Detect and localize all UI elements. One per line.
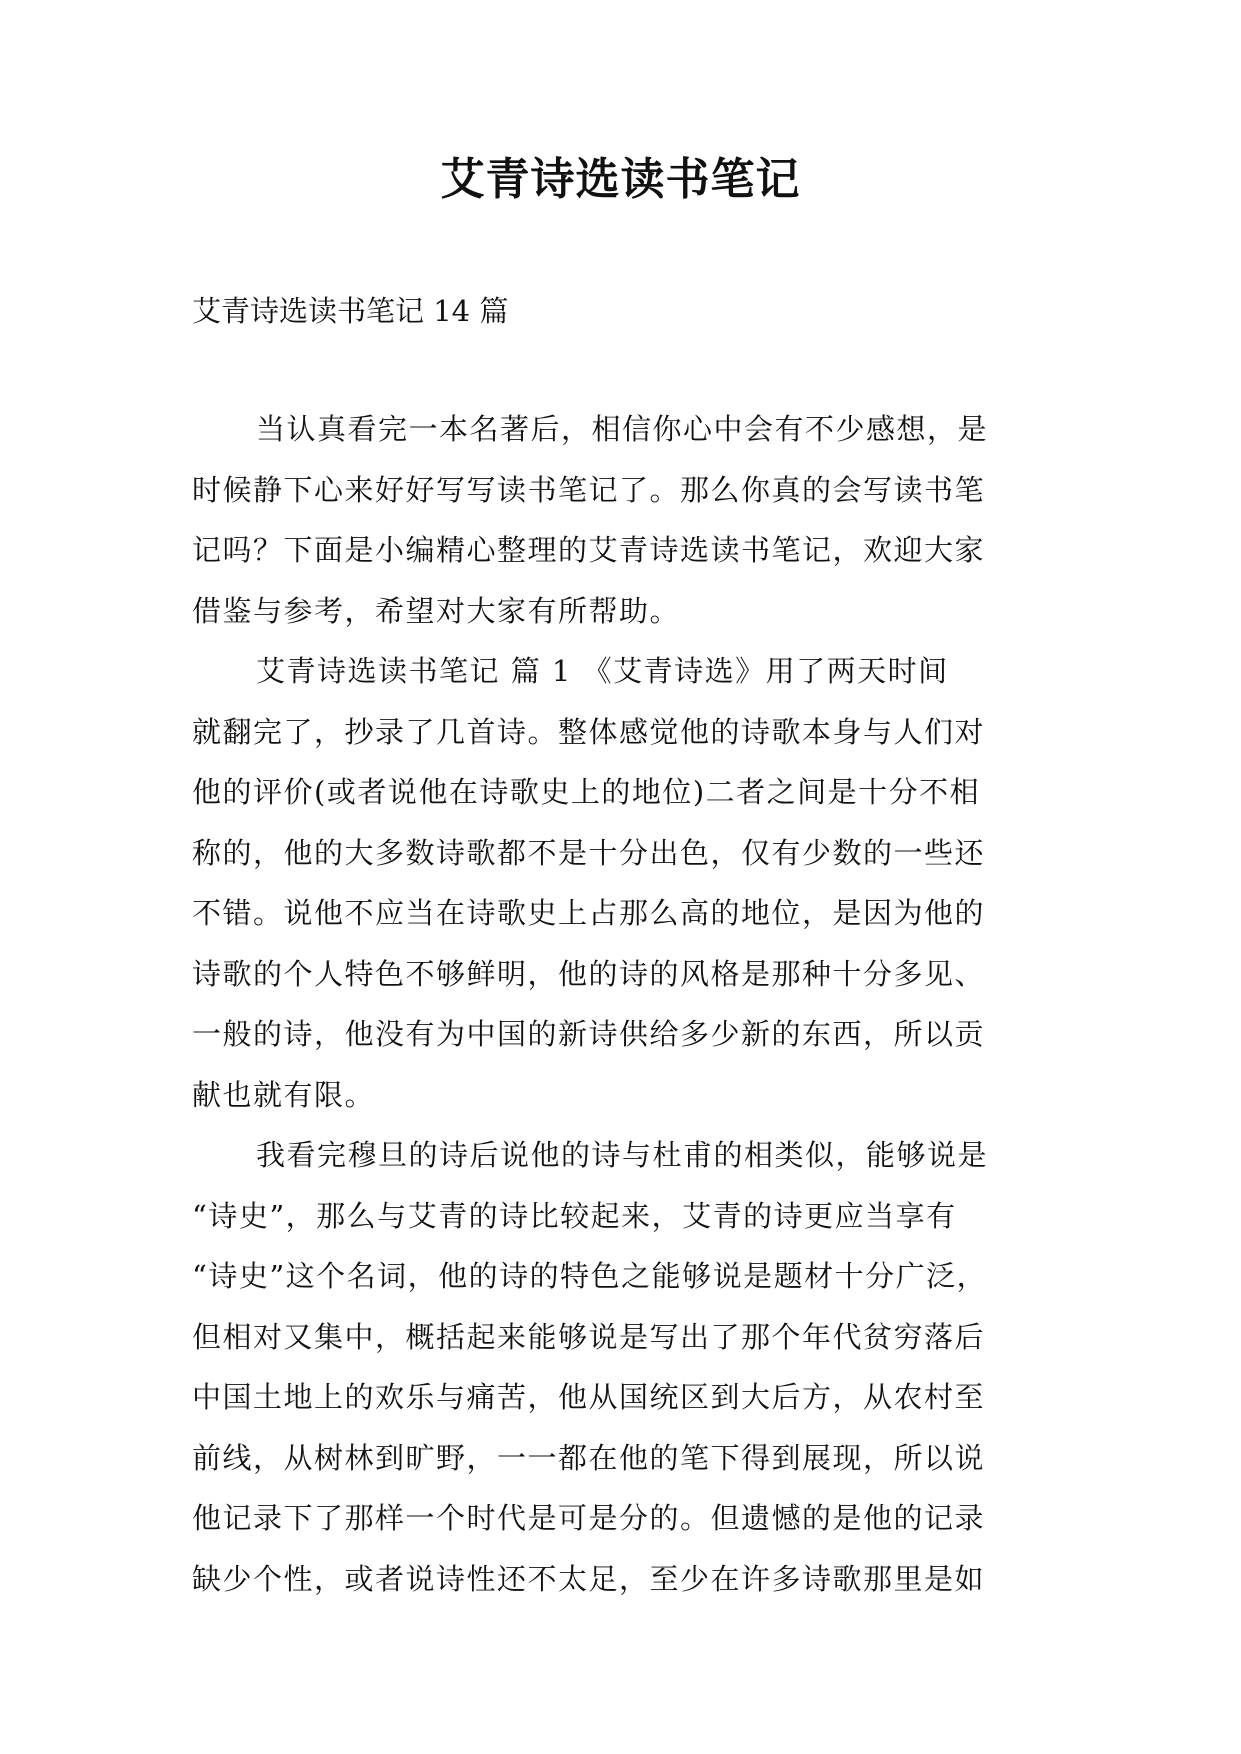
- body-text-line: 缺少个性，或者说诗性还不太足，至少在许多诗歌那里是如: [192, 1561, 986, 1596]
- body-text-line: 他的评价(或者说他在诗歌史上的地位)二者之间是十分不相: [192, 775, 981, 809]
- body-text-line: 就翻完了，抄录了几首诗。整体感觉他的诗歌本身与人们对: [192, 714, 986, 749]
- body-text-line: 当认真看完一本名著后，相信你心中会有不少感想，是: [256, 412, 989, 446]
- document-body: [192, 409, 1072, 1619]
- body-text-line: “诗史”，那么与艾青的诗比较起来，艾青的诗更应当享有: [192, 1198, 957, 1233]
- body-text-line: 献也就有限。: [192, 1077, 376, 1112]
- body-text-line: 前线，从树林到旷野，一一都在他的笔下得到展现，所以说: [192, 1440, 986, 1475]
- body-text-line: 记吗？下面是小编精心整理的艾青诗选读书笔记，欢迎大家: [192, 533, 986, 567]
- body-text-line: 诗歌的个人特色不够鲜明，他的诗的风格是那种十分多见、: [192, 956, 986, 991]
- body-text-line: 称的，他的大多数诗歌都不是十分出色，仅有少数的一些还: [192, 835, 986, 870]
- body-text-line: 时候静下心来好好写写读书笔记了。那么你真的会写读书笔: [192, 472, 986, 507]
- body-text-line: 他记录下了那样一个时代是可是分的。但遗憾的是他的记录: [192, 1501, 986, 1535]
- body-text-line: 中国土地上的欢乐与痛苦，他从国统区到大后方，从农村至: [192, 1380, 986, 1414]
- body-text-line: “诗史”这个名词，他的诗的特色之能够说是题材十分广泛，: [192, 1259, 988, 1293]
- document-title: 艾青诗选读书笔记: [440, 154, 801, 205]
- body-text-line: 一般的诗，他没有为中国的新诗供给多少新的东西，所以贡: [192, 1017, 986, 1051]
- document-subtitle: 艾青诗选读书笔记 14 篇: [192, 294, 509, 328]
- body-text-line: 艾青诗选读书笔记 篇 1 《艾青诗选》用了两天时间: [256, 654, 949, 688]
- body-text-line: 借鉴与参考，希望对大家有所帮助。: [192, 593, 681, 628]
- body-text-line: 不错。说他不应当在诗歌史上占那么高的地位，是因为他的: [192, 896, 986, 930]
- body-text-line: 但相对又集中，概括起来能够说是写出了那个年代贫穷落后: [192, 1319, 986, 1354]
- body-text-line: 我看完穆旦的诗后说他的诗与杜甫的相类似，能够说是: [256, 1138, 989, 1172]
